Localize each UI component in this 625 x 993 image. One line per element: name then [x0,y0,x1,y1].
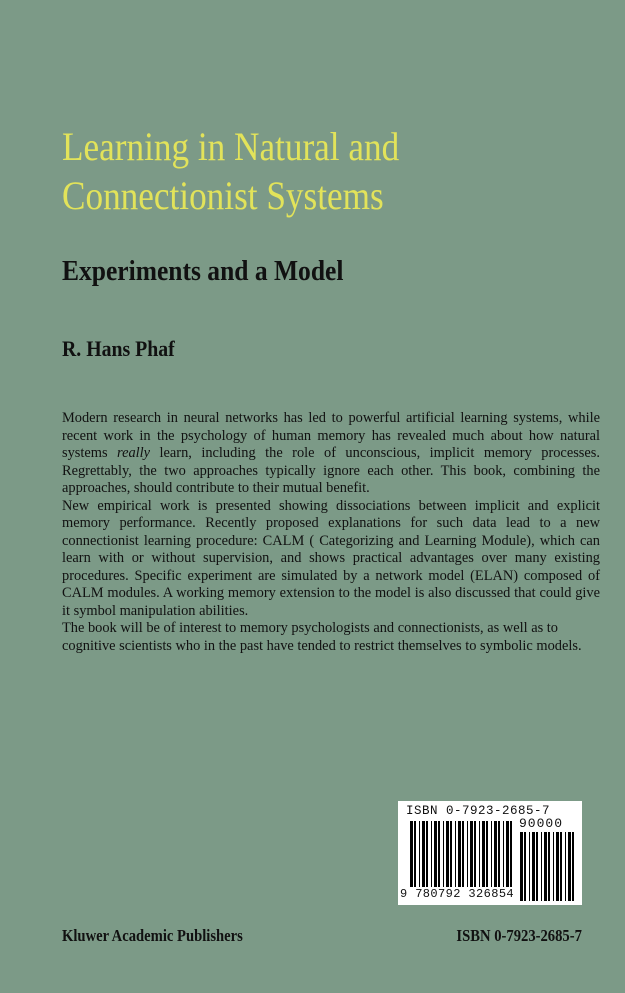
author-name: R. Hans Phaf [62,336,175,361]
barcode-bar [529,832,530,901]
barcode-bar [532,832,535,901]
barcode-bar [503,821,504,887]
barcode-addon-digits: 90000 [519,816,564,831]
barcode-bar [419,821,420,887]
barcode-bar [450,821,452,887]
barcode-bar [414,821,416,887]
barcode-bar [458,821,461,887]
barcode-bar [572,832,574,901]
description-paragraph-1: Modern research in neural networks has led to powerful artificial learning systems, while recent work in the psychology of human memory has revealed much about how natural systems really learn, including the role of unconscious, implicit memory processes. Regrettably, the two approaches typically ignore each other. This book, combining the approaches, should contribute to their mutual benefit. [62,410,600,496]
barcode-bar [494,821,497,887]
barcode-bar [548,832,550,901]
barcode-bar [536,832,538,901]
description-paragraph-2: New empirical work is presented showing dissociations between implicit and explicit memory performance. Recently proposed explanations for such data lead to a new connectionist learning procedure: CALM ( Categorizing and Learning Module), which can learn with or without supervision, and shows practical advantages over many existing procedures. Specific experiment are simulated by a network model (ELAN) composed of CALM modules. A working memory extension to the model is also discussed that could give it symbol manipulation abilities. [62,497,600,619]
barcode-bar [446,821,449,887]
barcode-bar [438,821,440,887]
barcode-bar [462,821,464,887]
barcode-ean-digits: 9 780792 326854 [400,887,515,901]
book-description [62,410,600,655]
footer-isbn: ISBN 0-7923-2685-7 [456,926,582,945]
barcode-bar [520,832,523,901]
book-title-line-2: Connectionist Systems [62,173,384,218]
barcode-bar [544,832,547,901]
barcode-bar [474,821,476,887]
book-subtitle: Experiments and a Model [62,255,344,287]
publisher-name: Kluwer Academic Publishers [62,926,243,945]
barcode-bar [524,832,526,901]
barcode-bar [491,821,492,887]
barcode-bar [556,832,559,901]
barcode-bar [470,821,473,887]
barcode-bar [553,832,554,901]
barcode-bar [482,821,485,887]
barcode-bar [479,821,480,887]
barcode-bar [541,832,542,901]
barcode-bar [443,821,444,887]
barcode-bar [506,821,509,887]
barcode-bar [434,821,437,887]
barcode-bar [568,832,571,901]
barcode-bar [410,821,413,887]
barcode-isbn-label: ISBN 0-7923-2685-7 [406,804,551,818]
barcode-bar [455,821,456,887]
barcode-bar [510,821,512,887]
barcode-bar [560,832,562,901]
barcode-bar [486,821,488,887]
description-paragraph-3: The book will be of interest to memory psychologists and connectionists, as well as to cognitive scientists who in the past have tended to restrict themselves to symbolic models. [62,620,582,654]
book-title [62,122,520,220]
isbn-barcode [398,801,582,905]
barcode-bar [431,821,432,887]
barcode-bar [426,821,428,887]
barcode-bar [467,821,468,887]
barcode-bar [565,832,566,901]
book-title-line-1: Learning in Natural and [62,124,400,169]
barcode-bar [422,821,425,887]
barcode-bar [498,821,500,887]
